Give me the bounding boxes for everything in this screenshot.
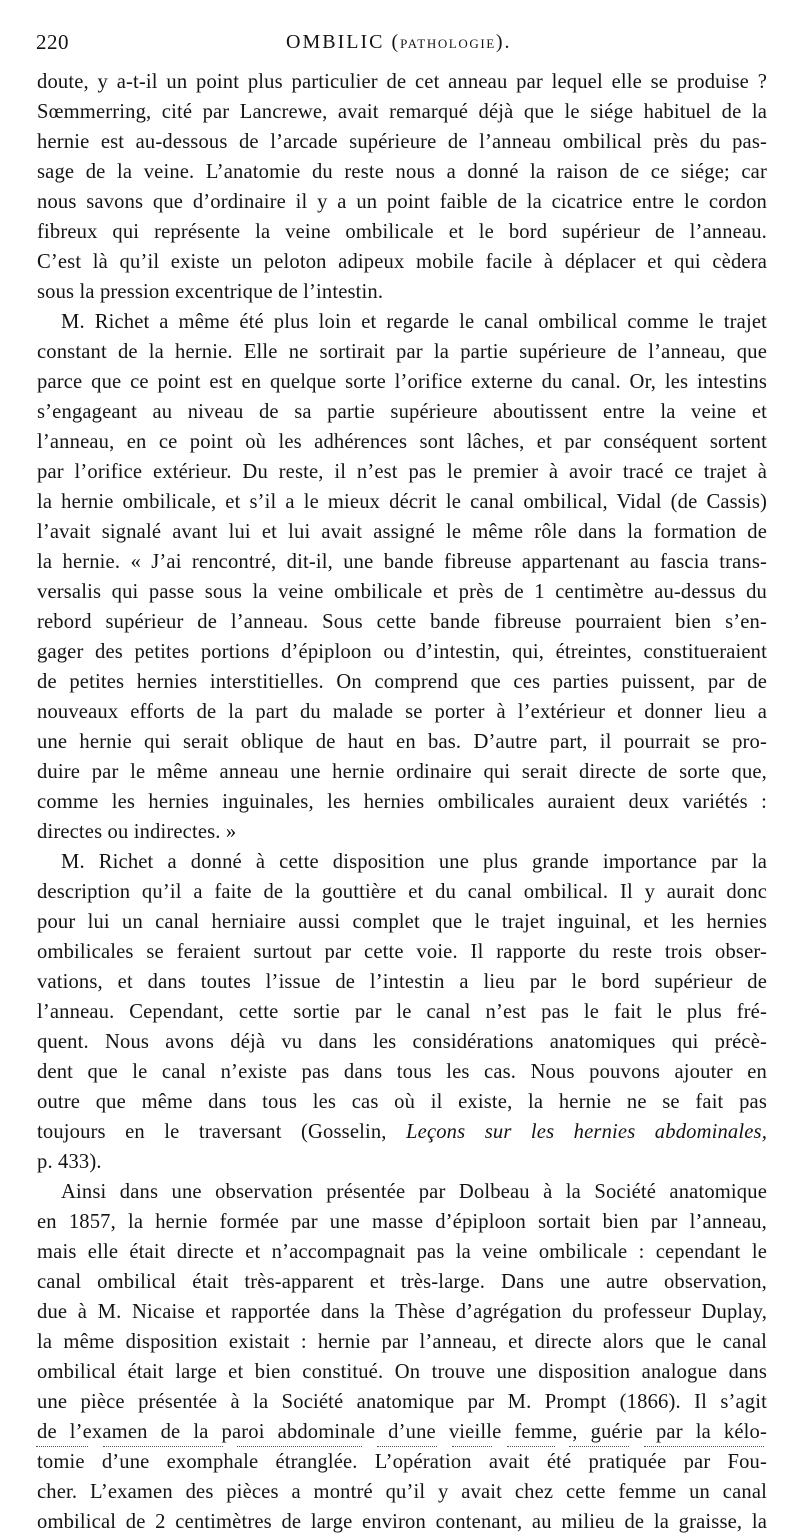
text-line: en 1857, la hernie formée par une masse d’épiploon sortait bien par l’anneau, <box>37 1211 767 1233</box>
text-line: canal ombilical était très-apparent et très-large. Dans une autre observation, <box>37 1271 767 1293</box>
text-line: l’anneau. Cependant, cette sortie par le canal n’est pas le fait le plus fré- <box>37 1001 767 1023</box>
text-line: dent que le canal n’existe pas dans tous les cas. Nous pouvons ajouter en <box>37 1061 767 1083</box>
text-line: outre que même dans tous les cas où il existe, la hernie ne se fait pas <box>37 1091 767 1113</box>
footer-dot-segment <box>452 1446 492 1447</box>
text-line: gager des petites portions d’épiploon ou d’intestin, qui, étreintes, constitueraient <box>37 641 767 663</box>
footer-dot-segment <box>36 1446 88 1447</box>
page-body <box>37 67 767 1537</box>
text-line: une hernie qui serait oblique de haut en bas. D’autre part, il pourrait se pro- <box>37 731 767 753</box>
running-title-end: ). <box>495 31 512 53</box>
text-line: ombilical était large et bien constitué. On trouve une disposition analogue dans <box>37 1361 767 1383</box>
text-line: sous la pression excentrique de l’intestin. <box>37 281 384 303</box>
running-title <box>286 31 511 54</box>
text-line: nous savons que d’ordinaire il y a un point faible de la cicatrice entre le cordon <box>37 191 767 213</box>
text-line: la hernie ombilicale, et s’il a le mieux décrit le canal ombilical, Vidal (de Cassis) <box>37 491 767 513</box>
text-line-with-reference <box>37 1117 767 1147</box>
text-line: rebord supérieur de l’anneau. Sous cette bande fibreuse pourraient bien s’en- <box>37 611 767 633</box>
text-line: nouveaux efforts de la part du malade se porter à l’extérieur et donner lieu a <box>37 701 767 723</box>
text-line: M. Richet a donné à cette disposition une plus grande importance par la <box>61 851 767 873</box>
text-line: parce que ce point est en quelque sorte l’orifice externe du canal. Or, les intestins <box>37 371 767 393</box>
footer-dot-segment <box>237 1446 362 1447</box>
text-line: de petites hernies interstitielles. On comprend que ces parties puissent, par de <box>37 671 767 693</box>
text-line: sage de la veine. L’anatomie du reste nous a donné la raison de ce siége; car <box>37 161 767 183</box>
text-line: l’avait signalé avant lui et lui avait assigné le même rôle dans la formation de <box>37 521 767 543</box>
text-line: fibreux qui représente la veine ombilicale et le bord supérieur de l’anneau. <box>37 221 767 243</box>
text-line: p. 433). <box>37 1151 102 1173</box>
running-title-small: PATHOLOGIE <box>400 36 496 51</box>
text-line: ombilicales se feraient surtout par cette voie. Il rapporte du reste trois obser- <box>37 941 767 963</box>
text-line: comme les hernies inguinales, les hernies ombilicales auraient deux variétés : <box>37 791 767 813</box>
footer-dot-segment <box>569 1446 629 1447</box>
text-line: une pièce présentée à la Société anatomique par M. Prompt (1866). Il s’agit <box>37 1391 767 1413</box>
text-line: quent. Nous avons déjà vu dans les considérations anatomiques qui précè- <box>37 1031 767 1053</box>
footer-dot-segment <box>103 1446 223 1447</box>
text-line: pour lui un canal herniaire aussi complet que le trajet inguinal, et les hernies <box>37 911 767 933</box>
footer-dot-segment <box>377 1446 437 1447</box>
text-line: la même disposition existait : hernie par l’anneau, et directe alors que le canal <box>37 1331 767 1353</box>
text-line: constant de la hernie. Elle ne sortirait par la partie supérieure de l’anneau, que <box>37 341 767 363</box>
text-line: C’est là qu’il existe un peloton adipeux mobile facile à déplacer et qui cèdera <box>37 251 767 273</box>
text-line: ombilical de 2 centimètres de large environ contenant, au milieu de la graisse, la <box>37 1511 767 1533</box>
text-line: M. Richet a même été plus loin et regarde le canal ombilical comme le trajet <box>61 311 767 333</box>
text-line: la hernie. « J’ai rencontré, dit-il, une bande fibreuse appartenant au fascia trans- <box>37 551 767 573</box>
text-line: tomie d’une exomphale étranglée. L’opération avait été pratiquée par Fou- <box>37 1451 767 1473</box>
footer-dot-segment <box>507 1446 555 1447</box>
text-line: hernie est au-dessous de l’arcade supérieure de l’anneau ombilical près du pas- <box>37 131 767 153</box>
page-number: 220 <box>36 30 69 54</box>
text-line: de l’examen de la paroi abdominale d’une vieille femme, guérie par la kélo- <box>37 1421 767 1443</box>
text-line: Ainsi dans une observation présentée par Dolbeau à la Société anatomique <box>61 1181 767 1203</box>
text-line: duire par le même anneau une hernie ordinaire qui serait directe de sorte que, <box>37 761 767 783</box>
text-line: directes ou indirectes. » <box>37 821 237 843</box>
italic-reference: Leçons sur les hernies abdominales, <box>406 1121 767 1143</box>
text-line: par l’orifice extérieur. Du reste, il n’est pas le premier à avoir tracé ce trajet à <box>37 461 767 483</box>
text-line: vations, et dans toutes l’issue de l’intestin a lieu par le bord supérieur de <box>37 971 767 993</box>
text-line: versalis qui passe sous la veine ombilicale et près de 1 centimètre au-dessus du <box>37 581 767 603</box>
footer-dot-segment <box>644 1446 764 1447</box>
text-line: Sœmmerring, cité par Lancrewe, avait remarqué déjà que le siége habituel de la <box>37 101 767 123</box>
page-header <box>36 30 770 60</box>
text-line: l’anneau, en ce point où les adhérences sont lâches, et par conséquent sortent <box>37 431 767 453</box>
footer-dotted-rule <box>36 1446 764 1452</box>
text-line: cher. L’examen des pièces a montré qu’il y avait chez cette femme un canal <box>37 1481 767 1503</box>
text-line: s’engageant au niveau de sa partie supérieure aboutissent entre la veine et <box>37 401 767 423</box>
running-title-main: OMBILIC ( <box>286 31 401 53</box>
text-line: due à M. Nicaise et rapportée dans la Thèse d’agrégation du professeur Duplay, <box>37 1301 767 1323</box>
text-line-segment: toujours en le traversant (Gosselin, <box>37 1121 407 1143</box>
text-line: description qu’il a faite de la gouttière et du canal ombilical. Il y aurait donc <box>37 881 767 903</box>
text-line: mais elle était directe et n’accompagnait pas la veine ombilicale : cependant le <box>37 1241 767 1263</box>
text-line: doute, y a-t-il un point plus particulier de cet anneau par lequel elle se produise ? <box>37 71 767 93</box>
